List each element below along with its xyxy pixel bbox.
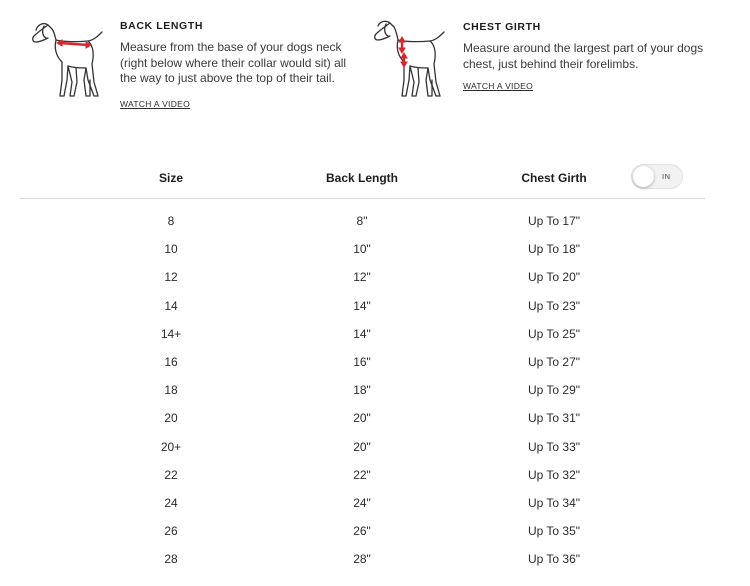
chest-girth-cell: Up To 18" — [527, 242, 581, 257]
size-cell: 26 — [164, 524, 178, 539]
size-cell: 20+ — [160, 439, 182, 454]
table-row — [20, 235, 705, 263]
unit-toggle[interactable] — [631, 164, 683, 189]
chest-girth-cell: Up To 25" — [527, 326, 581, 341]
back-length-title: BACK LENGTH — [120, 20, 204, 32]
toggle-knob — [633, 166, 654, 187]
unit-toggle-label: IN — [662, 172, 671, 181]
dog-back-length-icon — [28, 16, 106, 102]
table-row — [20, 263, 705, 291]
back-length-cell: 16" — [353, 354, 371, 369]
chest-girth-cell: Up To 20" — [527, 270, 581, 285]
back-length-cell: 22" — [353, 467, 371, 482]
table-row — [20, 545, 705, 573]
size-cell: 14+ — [160, 326, 182, 341]
table-row — [20, 207, 705, 235]
size-cell: 24 — [164, 495, 178, 510]
chest-girth-cell: Up To 31" — [527, 411, 581, 426]
back-length-video-link[interactable]: WATCH A VIDEO — [120, 98, 191, 109]
chest-girth-cell: Up To 17" — [527, 214, 581, 228]
chest-girth-description: Measure around the largest part of your dogs chest, just behind their forelimbs. — [463, 41, 704, 71]
header-back-length: Back Length — [325, 171, 398, 185]
size-cell: 10 — [164, 242, 178, 257]
header-size: Size — [158, 171, 183, 185]
back-length-cell: 8" — [356, 214, 368, 228]
chest-girth-title: CHEST GIRTH — [463, 21, 541, 33]
size-cell: 20 — [164, 411, 178, 426]
table-row — [20, 433, 705, 461]
back-length-cell: 20" — [353, 411, 371, 426]
size-cell: 16 — [164, 354, 178, 369]
size-cell: 14 — [164, 298, 178, 313]
size-cell: 12 — [164, 270, 178, 285]
size-table-header — [20, 162, 705, 199]
back-length-cell: 12" — [353, 270, 371, 285]
chest-girth-cell: Up To 35" — [527, 524, 581, 539]
chest-girth-cell: Up To 23" — [527, 298, 581, 313]
size-table-body — [20, 207, 705, 573]
dog-chest-girth-icon — [370, 16, 448, 102]
chest-girth-cell: Up To 34" — [527, 495, 581, 510]
back-length-cell: 28" — [353, 552, 371, 567]
back-length-cell: 18" — [353, 383, 371, 398]
table-row — [20, 292, 705, 320]
back-length-cell: 14" — [353, 298, 371, 313]
back-length-cell: 20" — [353, 439, 371, 454]
table-row — [20, 461, 705, 489]
chest-girth-cell: Up To 36" — [527, 552, 581, 567]
back-length-cell: 14" — [353, 326, 371, 341]
chest-girth-video-link[interactable]: WATCH A VIDEO — [463, 81, 534, 91]
size-cell: 8 — [167, 214, 175, 228]
back-length-cell: 24" — [353, 495, 371, 510]
table-row — [20, 320, 705, 348]
table-row — [20, 489, 705, 517]
size-cell: 28 — [164, 552, 178, 567]
chest-girth-cell: Up To 33" — [527, 439, 581, 454]
size-cell: 22 — [164, 467, 178, 482]
size-cell: 18 — [164, 383, 178, 398]
header-chest-girth: Chest Girth — [521, 171, 587, 185]
table-row — [20, 517, 705, 545]
back-length-cell: 26" — [353, 524, 371, 539]
chest-girth-cell: Up To 27" — [527, 354, 581, 369]
table-row — [20, 348, 705, 376]
back-length-description: Measure from the base of your dogs neck (right below where their collar would sit) all the way to just above the top of their tail. — [120, 40, 347, 85]
table-row — [20, 404, 705, 432]
chest-girth-cell: Up To 32" — [527, 467, 581, 482]
back-length-cell: 10" — [353, 242, 371, 257]
chest-girth-cell: Up To 29" — [527, 383, 581, 398]
table-row — [20, 376, 705, 404]
